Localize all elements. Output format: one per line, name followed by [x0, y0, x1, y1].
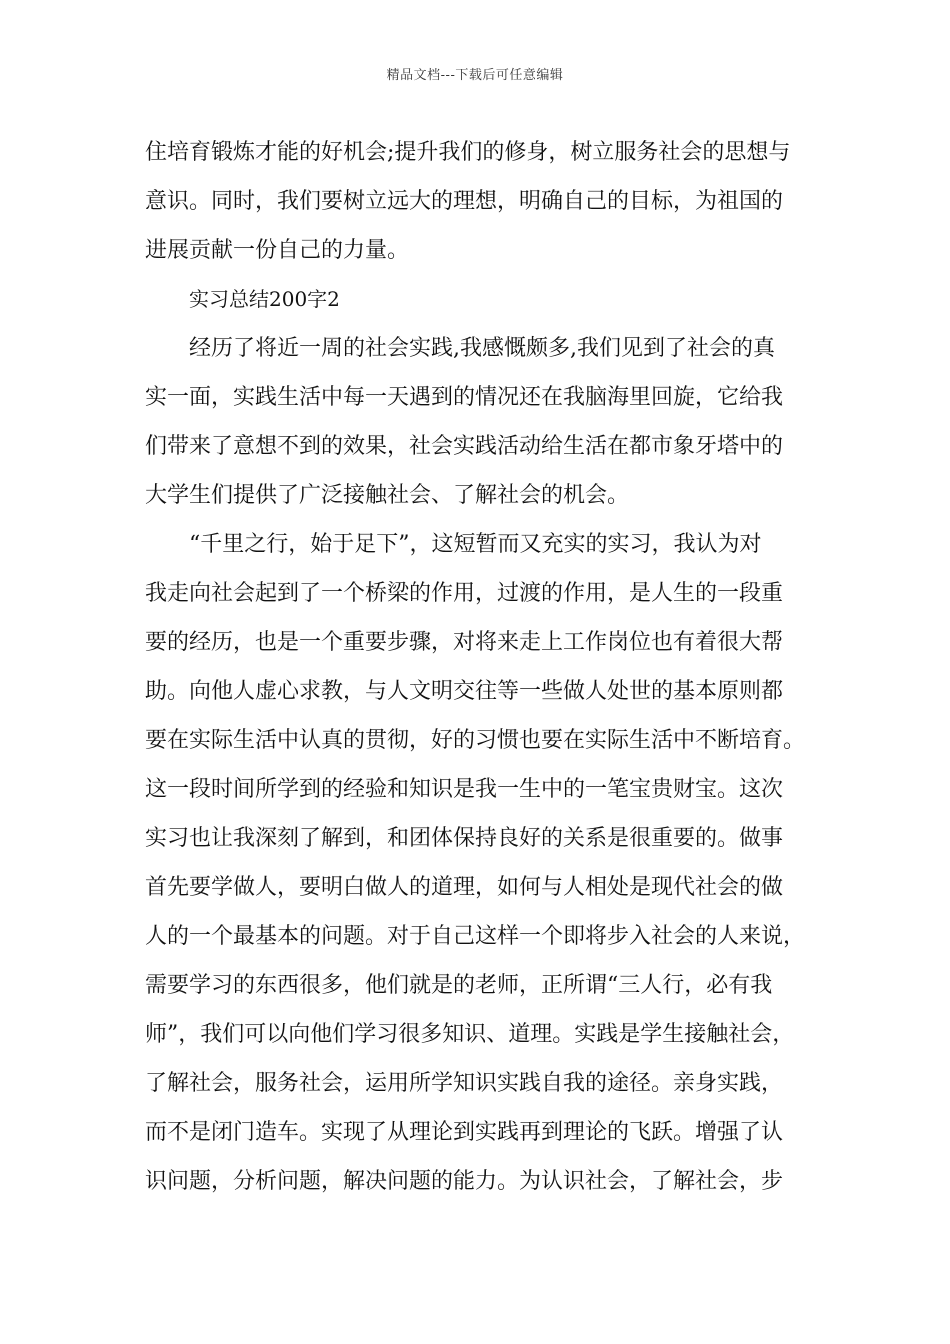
text-line: 这一段时间所学到的经验和知识是我一生中的一笔宝贵财宝。这次 — [145, 777, 784, 802]
text-line: 师”，我们可以向他们学习很多知识、道理。实践是学生接触社会， — [145, 1022, 795, 1047]
text-line: 而不是闭门造车。实现了从理论到实践再到理论的飞跃。增强了认 — [145, 1120, 784, 1145]
document-body — [145, 128, 825, 1206]
text-line: 实一面，实践生活中每一天遇到的情况还在我脑海里回旋，它给我 — [145, 385, 784, 410]
text-line: 助。向他人虚心求教，与人文明交往等一些做人处世的基本原则都 — [145, 679, 784, 704]
text-line: 意识。同时，我们要树立远大的理想，明确自己的目标，为祖国的 — [145, 189, 784, 214]
text-line: 要的经历，也是一个重要步骤，对将来走上工作岗位也有着很大帮 — [145, 630, 784, 655]
text-line: 住培育锻炼才能的好机会;提升我们的修身，树立服务社会的思想与 — [145, 140, 791, 165]
text-line: “千里之行，始于足下”，这短暂而又充实的实习，我认为对 — [189, 532, 762, 557]
text-line: 需要学习的东西很多，他们就是的老师，正所谓“三人行，必有我 — [145, 973, 773, 998]
text-line: 们带来了意想不到的效果，社会实践活动给生活在都市象牙塔中的 — [145, 434, 784, 459]
text-line: 实习也让我深刻了解到，和团体保持良好的关系是很重要的。做事 — [145, 826, 784, 851]
text-line: 识问题，分析问题，解决问题的能力。为认识社会，了解社会，步 — [145, 1169, 784, 1194]
text-line: 首先要学做人，要明白做人的道理，如何与人相处是现代社会的做 — [145, 875, 784, 900]
text-line: 要在实际生活中认真的贯彻，好的习惯也要在实际生活中不断培育。 — [145, 728, 806, 753]
page-header: 精品文档---下载后可任意编辑 — [386, 68, 564, 83]
text-line: 人的一个最基本的问题。对于自己这样一个即将步入社会的人来说， — [145, 924, 806, 949]
text-line: 了解社会，服务社会，运用所学知识实践自我的途径。亲身实践， — [145, 1071, 784, 1096]
text-line: 我走向社会起到了一个桥梁的作用，过渡的作用，是人生的一段重 — [145, 581, 784, 606]
text-line: 大学生们提供了广泛接触社会、了解社会的机会。 — [145, 483, 630, 508]
text-line: 进展贡献一份自己的力量。 — [145, 238, 410, 263]
text-line: 经历了将近一周的社会实践,我感慨颇多,我们见到了社会的真 — [189, 336, 775, 361]
section-heading: 实习总结200字2 — [189, 287, 340, 311]
